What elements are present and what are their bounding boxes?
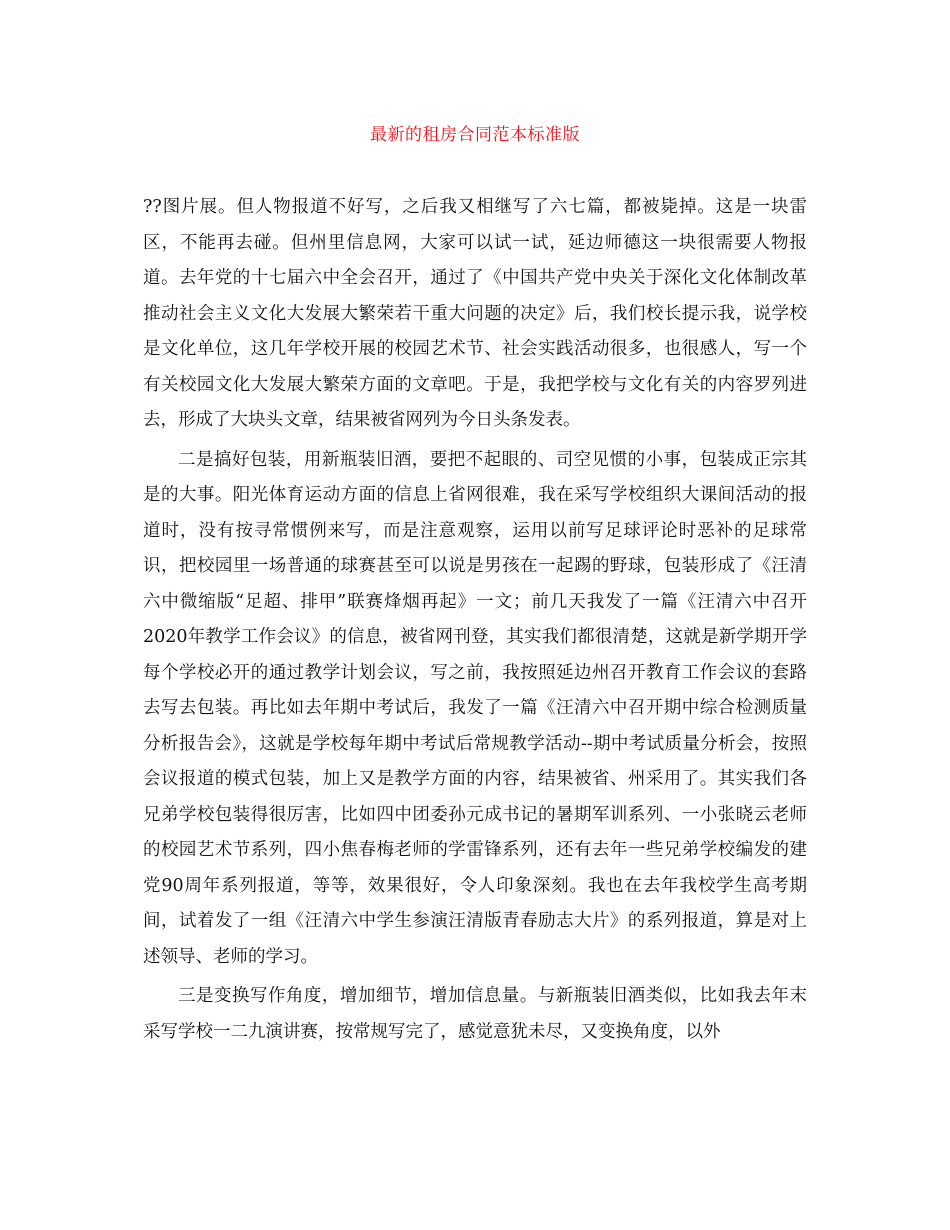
paragraph-3: 三是变换写作角度，增加细节，增加信息量。与新瓶装旧酒类似，比如我去年末采写学校一二九演讲赛，按常规写完了，感觉意犹未尽，又变换角度，以外 <box>143 986 807 1042</box>
paragraph-2: 二是搞好包装，用新瓶装旧酒，要把不起眼的、司空见惯的小事，包装成正宗其是的大事。阳光体育运动方面的信息上省网很难，我在采写学校组织大课间活动的报道时，没有按寻常惯例来写，而是注意观察，运用以前写足球评论时恶补的足球常识，把校园里一场普通的球赛甚至可以说是男孩在一起踢的野球，包装形成了《汪清六中微缩版“足超、排甲”联赛烽烟再起》一文；前几天我发了一篇《汪清六中召开2020年教学工作会议》的信息，被省网刊登，其实我们都很清楚，这就是新学期开学每个学校必开的通过教学计划会议，写之前，我按照延边州召开教育工作会议的套路去写去包装。再比如去年期中考试后，我发了一篇《汪清六中召开期中综合检测质量分析报告会》，这就是学校每年期中考试后常规教学活动--期中考试质量分析会，按照会议报道的模式包装，加上又是教学方面的内容，结果被省、州采用了。其实我们各兄弟学校包装得很厉害，比如四中团委孙元成书记的暑期军训系列、一小张晓云老师的校园艺术节系列，四小焦春梅老师的学雷锋系列，还有去年一些兄弟学校编发的建党90周年系列报道，等等，效果很好，令人印象深刻。我也在去年我校学生高考期间，试着发了一组《汪清六中学生参演汪清版青春励志大片》的系列报道，算是对上述领导、老师的学习。 <box>143 449 807 967</box>
document-body <box>143 190 807 1054</box>
paragraph-1: ??图片展。但人物报道不好写，之后我又相继写了六七篇，都被毙掉。这是一块雷区，不能再去碰。但州里信息网，大家可以试一试，延边师德这一块很需要人物报道。去年党的十七届六中全会召开，通过了《中国共产党中央关于深化文化体制改革推动社会主义文化大发展大繁荣若干重大问题的决定》后，我们校长提示我，说学校是文化单位，这几年学校开展的校园艺术节、社会实践活动很多，也很感人，写一个有关校园文化大发展大繁荣方面的文章吧。于是，我把学校与文化有关的内容罗列进去，形成了大块头文章，结果被省网列为今日头条发表。 <box>143 197 807 430</box>
document-title: 最新的租房合同范本标准版 <box>370 125 580 145</box>
